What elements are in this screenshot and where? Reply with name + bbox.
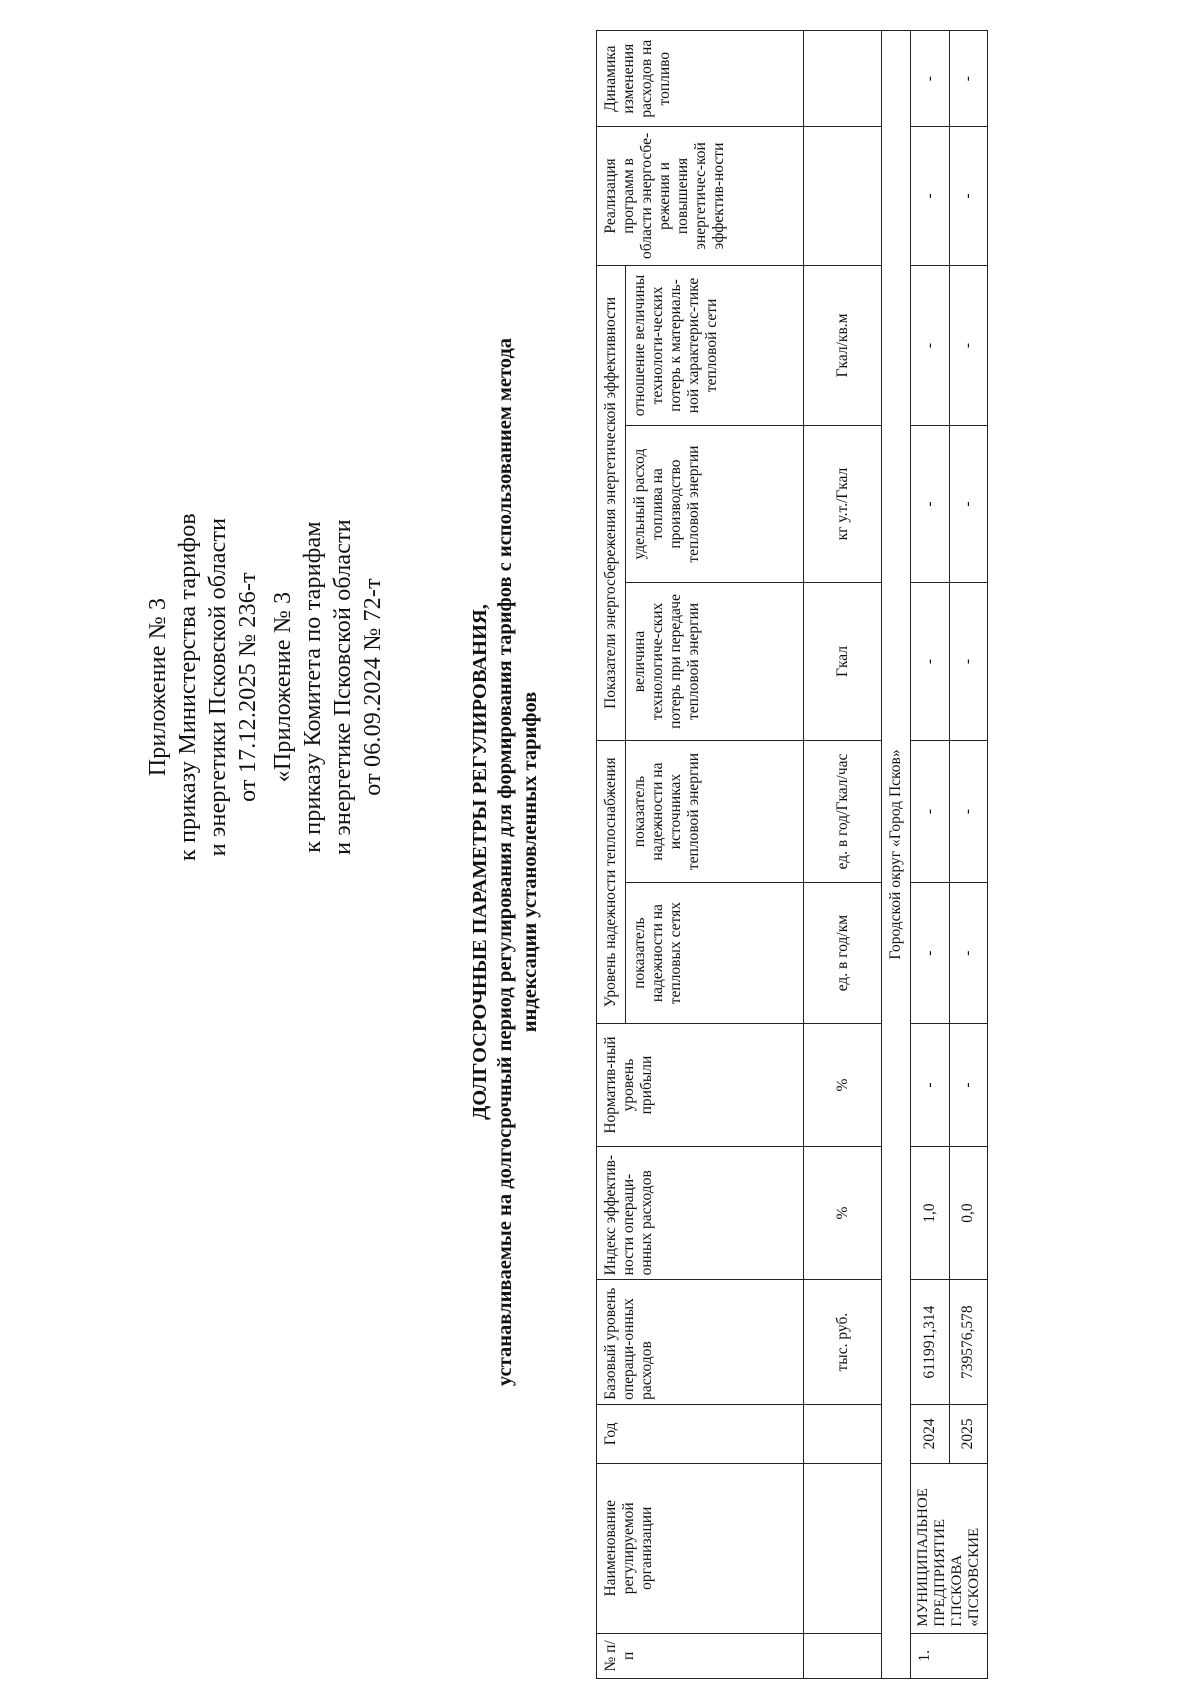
row-efficiency-index: 1,0 [911,1146,950,1280]
appendix-line: к приказу Комитета по тарифам [300,521,326,853]
header-losses: величина технологиче-ских потерь при передаче тепловой энергии [626,582,804,741]
row-fuel-rate: - [911,426,950,582]
row-year: 2024 [911,1404,950,1463]
header-org: Наименование регулируемой организации [597,1463,804,1633]
row-programs: - [911,127,950,265]
row-reliability-networks: - [911,882,950,1024]
row-fuel-dynamics: - [911,31,950,127]
row-reliability-networks: - [949,882,988,1024]
region-row: Городской округ «Город Псков» [882,31,911,1679]
unit-cell-empty [804,31,882,127]
title-line: ДОЛГОСРОЧНЫЕ ПАРАМЕТРЫ РЕГУЛИРОВАНИЯ, [469,604,491,1120]
unit-loss-ratio: Гкал/кв.м [804,265,882,426]
unit-losses: Гкал [804,582,882,741]
header-reliability-sources: показатель надежности на источниках тепловой энергии [626,741,804,883]
row-num: 1. [911,1633,988,1678]
table-row [949,31,988,1679]
header-fuel-dynamics: Динамика изменения расходов на топливо [597,31,804,127]
appendix-line: «Приложение № 3 [270,591,296,783]
row-fuel-dynamics: - [949,31,988,127]
header-year: Год [597,1404,804,1463]
appendix-line: к приказу Министерства тарифов [175,513,201,861]
appendix-header-previous [268,337,388,1037]
row-loss-ratio: - [949,265,988,426]
unit-cell-empty [804,1463,882,1633]
header-normative-profit: Норматив-ный уровень прибыли [597,1024,804,1146]
header-programs: Реализация программ в области энергосбе-режения и повышения энергетичес-кой эффектив-ности [597,127,804,265]
row-base-level: 611991,314 [911,1280,950,1405]
header-fuel-rate: удельный расход топлива на производство тепловой энергии [626,426,804,582]
table-row [911,31,950,1679]
header-efficiency-index: Индекс эффектив-ности операци-онных расходов [597,1146,804,1280]
header-energy-group: Показатели энергосбережения энергетической эффективности [597,265,626,741]
unit-normative-profit: % [804,1024,882,1146]
unit-cell-empty [804,1633,882,1678]
title-line: устанавливаемые на долгосрочный период регулирования для формирования тарифов с использованием метода [494,337,516,1387]
unit-reliability-sources: ед. в год/Гкал/час [804,741,882,883]
appendix-line: от 06.09.2024 № 72-т [360,578,386,796]
row-losses: - [911,582,950,741]
header-reliability-group: Уровень надежности теплоснабжения [597,741,626,1024]
row-normative-profit: - [949,1024,988,1146]
header-loss-ratio: отношение величины технологи-ческих потерь к материаль-ной характерис-тике тепловой сети [626,265,804,426]
row-loss-ratio: - [911,265,950,426]
row-losses: - [949,582,988,741]
row-year: 2025 [949,1404,988,1463]
row-efficiency-index: 0,0 [949,1146,988,1280]
appendix-line: от 17.12.2025 № 236-т [235,572,261,802]
title-line: индексации установленных тарифов [519,691,541,1033]
row-base-level: 739576,578 [949,1280,988,1405]
unit-cell-empty [804,1404,882,1463]
header-num: № п/п [597,1633,804,1678]
unit-reliability-networks: ед. в год/км [804,882,882,1024]
header-base-level: Базовый уровень операци-онных расходов [597,1280,804,1405]
appendix-line: и энергетике Псковской области [330,519,356,855]
row-programs: - [949,127,988,265]
unit-cell-empty [804,127,882,265]
row-fuel-rate: - [949,426,988,582]
row-normative-profit: - [911,1024,950,1146]
parameters-table [596,30,988,1679]
appendix-line: Приложение № 3 [145,597,171,777]
appendix-line: и энергетики Псковской области [205,517,231,857]
unit-efficiency-index: % [804,1146,882,1280]
header-reliability-networks: показатель надежности на тепловых сетях [626,882,804,1024]
row-reliability-sources: - [911,741,950,883]
appendix-header-current [143,337,263,1037]
row-org-name: МУНИЦИПАЛЬНОЕ ПРЕДПРИЯТИЕ Г.ПСКОВА «ПСКОВСКИЕ [911,1463,988,1633]
unit-fuel-rate: кг у.т./Гкал [804,426,882,582]
row-reliability-sources: - [949,741,988,883]
unit-base-level: тыс. руб. [804,1280,882,1405]
document-title [468,222,543,1502]
